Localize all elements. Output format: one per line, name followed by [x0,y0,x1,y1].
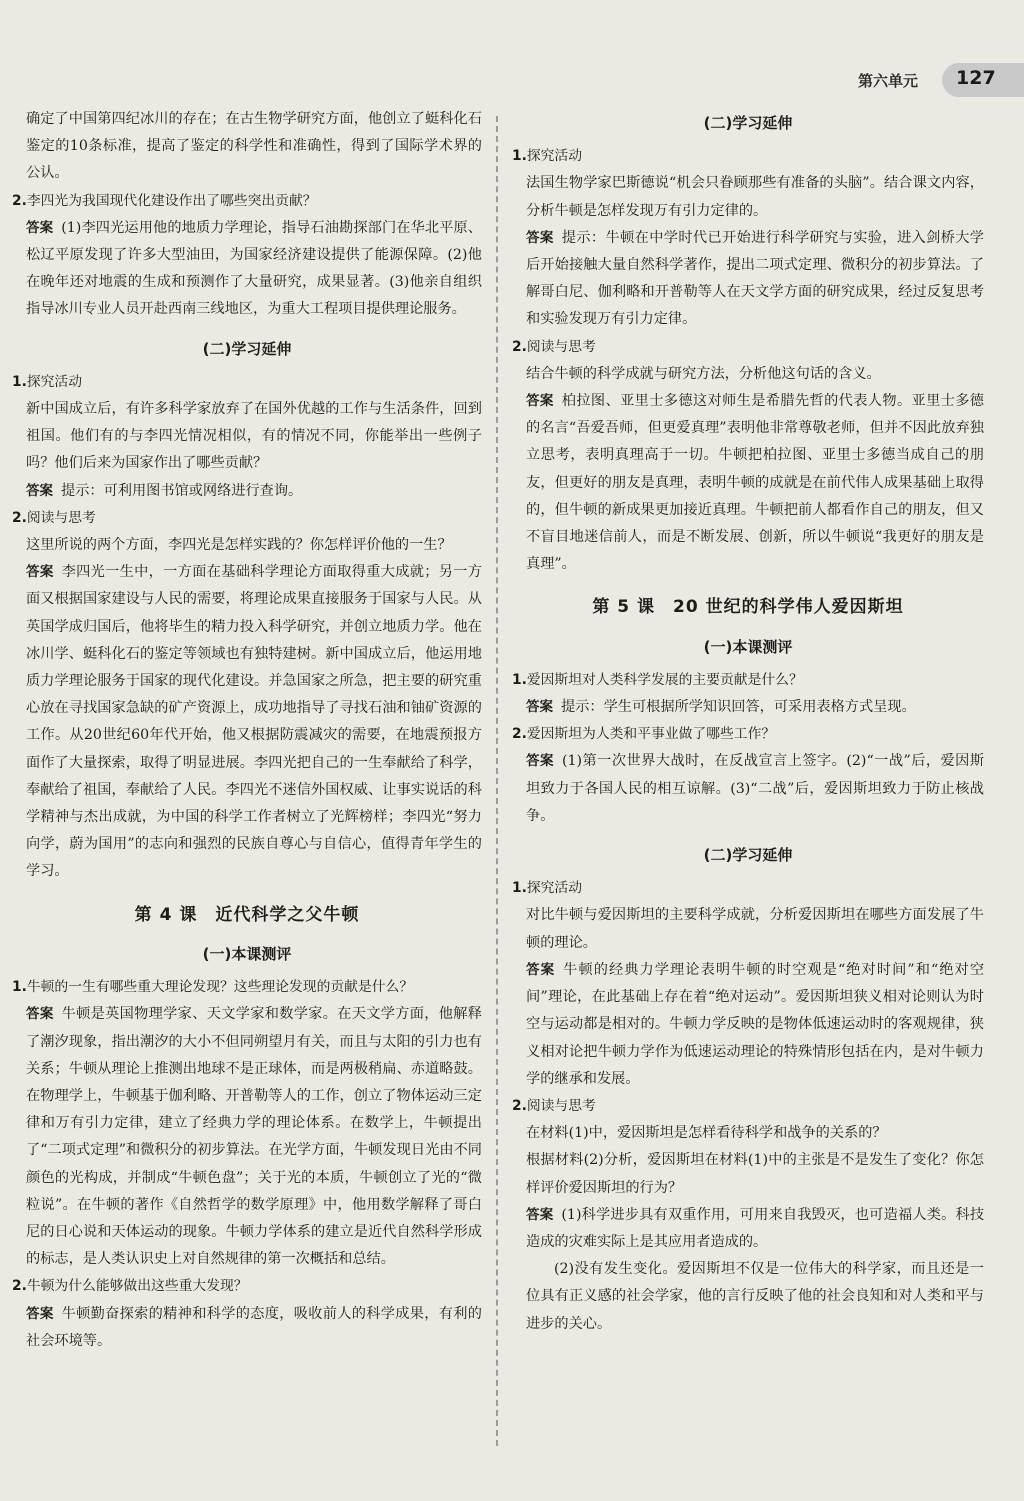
lesson-5-answer-1 [512,694,984,721]
section-heading-extension-2: (二)学习延伸 [703,846,793,865]
lesson-4-answer-1 [12,1001,482,1273]
question-number: 2. [12,1278,27,1295]
answer-label: 答案 [26,564,54,581]
question-text: 李四光为我国现代化建设作出了哪些突出贡献？ [26,192,317,209]
paragraph-continued: 确定了中国第四纪冰川的存在；在古生物学研究方面，他创立了蜓科化石鉴定的10条标准，提高了鉴定的科学性和准确性，得到了国际学术界的公认。 [26,111,482,182]
exercise-number: 1. [512,880,527,897]
answer-text: 提示：可利用图书馆或网络进行查询。 [61,482,303,499]
question-text: 牛顿的一生有哪些重大理论发现？这些理论发现的贡献是什么？ [26,979,414,996]
exercise-2-text: 结合牛顿的科学成就与研究方法，分析他这句话的含义。 [526,365,881,382]
answer-text: 牛顿勤奋探索的精神和科学的态度，吸收前人的科学成果，有利的社会环境等。 [26,1305,482,1349]
lesson-5-exercise-2-answer-1 [512,1202,984,1256]
lesson-5-exercise-2-answer-2: (2)没有发生变化。爱因斯坦不仅是一位伟大的科学家，而且还是一位具有正义感的社会学家，他的言行反映了他的社会良知和对人类和平与进步的关心。 [526,1261,984,1332]
exercise-1 [512,143,984,170]
lesson-5-exercise-1 [512,875,984,902]
exercise-2 [512,334,984,361]
section-heading-assessment: (一)本课测评 [202,944,292,963]
exercise-number: 1. [512,148,527,165]
lesson-5-exercise-2-text-2: 根据材料(2)分析，爱因斯坦在材料(1)中的主张是不是发生了变化？你怎样评价爱因斯坦的行为？ [526,1152,984,1196]
section-heading-extension: (二)学习延伸 [703,114,793,132]
exercise-number: 2. [512,338,527,355]
answer-label: 答案 [26,1006,54,1023]
answer-text: 牛顿的经典力学理论表明牛顿的时空观是“绝对时间”和“绝对空间”理论，在此基础上存在着“绝对运动”。爱因斯坦狭义相对论则认为时空与运动都是相对的。牛顿力学反映的是物体低速运动时的客观规律，狭义相对论把牛顿力学作为低速运动理论的特殊情形包括在内，是对牛顿力学的继承和发展。 [526,961,985,1087]
exercise-1 [12,369,482,396]
answer-label: 答案 [526,393,554,410]
lesson-5-answer-2 [512,748,984,830]
question-number: 1. [512,671,527,688]
exercise-title: 探究活动 [526,148,583,165]
answer-label: 答案 [526,699,553,716]
section-heading-assessment: (一)本课测评 [703,637,793,656]
answer-2 [12,215,482,324]
exercise-1-text: 法国生物学家巴斯德说“机会只眷顾那些有准备的头脑”。结合课文内容，分析牛顿是怎样发现万有引力定律的。 [526,175,984,219]
question-2 [12,188,482,215]
answer-text: 提示：学生可根据所学知识回答，可采用表格方式呈现。 [561,699,916,716]
lesson-5-title: 第 5 课 20 世纪的科学伟人爱因斯坦 [592,597,904,618]
lesson-5-question-1 [512,667,984,694]
column-divider [496,116,498,1446]
answer-text: 柏拉图、亚里士多德这对师生是希腊先哲的代表人物。亚里士多德的名言“吾爱吾师，但更爱真理”表明他非常尊敬老师，但并不因此放弃独立思考，表明真理高于一切。牛顿把柏拉图、亚里士多德当成自己的朋友，但更好的朋友是真理，表明牛顿的成就是在前代伟人成果基础上取得的，但牛顿的新成果更加接近真理。牛顿把前人都看作自己的朋友，但又不盲目地迷信前人，而是不断发展、创新，所以牛顿说“我更好的朋友是真理”。 [526,393,984,573]
exercise-number: 1. [12,373,27,390]
question-text: 牛顿为什么能够做出这些重大发现？ [26,1278,248,1295]
header-unit-label: 第六单元 [858,72,919,90]
lesson-4-answer-2 [12,1301,482,1355]
lesson-5-exercise-1-answer [512,957,984,1093]
answer-label: 答案 [26,219,54,236]
answer-label: 答案 [526,229,554,246]
exercise-1-text: 新中国成立后，有许多科学家放弃了在国外优越的工作与生活条件，回到祖国。他们有的与李四光情况相似，有的情况不同，你能举出一些例子吗？他们后来为国家作出了哪些贡献？ [26,401,482,472]
lesson-5-exercise-2 [512,1093,984,1120]
section-heading-extension: (二)学习延伸 [202,339,292,358]
answer-text: 牛顿是英国物理学家、天文学家和数学家。在天文学方面，他解释了潮汐现象，指出潮汐的大小不但同朔望月有关，而且与太阳的引力也有关系；牛顿从理论上推测出地球不是正球体，而是两极稍扁、赤道略鼓。在物理学上，牛顿基于伽利略、开普勒等人的工作，创立了物体运动三定律和万有引力定律，建立了经典力学的理论体系。在数学上，牛顿提出了“二项式定理”和微积分的初步算法。在光学方面，牛顿发现日光由不同颜色的光构成，并制成“牛顿色盘”；关于光的本质，牛顿创立了光的“微粒说”。在牛顿的著作《自然哲学的数学原理》中，他用数学解释了哥白尼的日心说和天体运动的现象。牛顿力学体系的建立是近代自然科学形成的标志，是人类认识史上对自然规律的第一次概括和总结。 [26,1006,482,1268]
question-number: 1. [12,979,27,996]
exercise-2 [12,505,482,532]
exercise-1-answer [12,478,482,505]
lesson-5-exercise-2-text-1: 在材料(1)中，爱因斯坦是怎样看待科学和战争的关系的？ [526,1125,887,1142]
page-number: 127 [956,67,996,89]
answer-text: (1)第一次世界大战时，在反战宣言上签字。(2)“一战”后，爱因斯坦致力于各国人民的相互谅解。(3)“二战”后，爱因斯坦致力于防止核战争。 [526,753,985,824]
exercise-title: 探究活动 [526,880,583,897]
question-text: 爱因斯坦对人类科学发展的主要贡献是什么？ [526,671,803,688]
exercise-title: 阅读与思考 [526,1097,596,1114]
lesson-4-title: 第 4 课 近代科学之父牛顿 [134,904,360,925]
exercise-2-answer [512,388,984,578]
answer-label: 答案 [526,961,556,978]
question-text: 爱因斯坦为人类和平事业做了哪些工作？ [526,726,776,743]
answer-text: 提示：牛顿在中学时代已开始进行科学研究与实验，进入剑桥大学后开始接触大量自然科学著作，提出二项式定理、微积分的初步算法。了解哥白尼、伽利略和开普勒等人在天文学方面的研究成果，经过反复思考和实验发现万有引力定律。 [526,229,984,328]
lesson-5-exercise-1-text: 对比牛顿与爱因斯坦的主要科学成就，分析爱因斯坦在哪些方面发展了牛顿的理论。 [526,907,984,951]
lesson-4-question-2 [12,1273,482,1300]
exercise-1-answer [512,225,984,334]
answer-text: (1)李四光运用他的地质力学理论，指导石油勘探部门在华北平原、松辽平原发现了许多大型油田，为国家经济建设提供了能源保障。(2)他在晚年还对地震的生成和预测作了大量研究，成果显著。(3)他亲自组织指导冰川专业人员开赴西南三线地区，为重大工程项目提供理论服务。 [26,219,482,318]
lesson-5-question-2 [512,721,984,748]
answer-label: 答案 [526,753,554,770]
lesson-4-question-1 [12,974,482,1001]
exercise-title: 阅读与思考 [26,509,96,526]
exercise-2-text: 这里所说的两个方面，李四光是怎样实践的？你怎样评价他的一生？ [26,537,452,554]
left-column [12,106,482,1355]
answer-label: 答案 [26,1305,54,1322]
answer-label: 答案 [26,482,53,499]
question-number: 2. [512,726,527,743]
answer-label: 答案 [526,1206,554,1223]
right-column [512,106,984,1338]
exercise-2-answer [12,559,482,885]
answer-text: (1)科学进步具有双重作用，可用来自我毁灭，也可造福人类。科技造成的灾难实际上是其应用者造成的。 [526,1206,985,1250]
question-number: 2. [12,192,27,209]
exercise-number: 2. [12,509,27,526]
exercise-title: 阅读与思考 [526,338,596,355]
exercise-number: 2. [512,1097,527,1114]
answer-text: 李四光一生中，一方面在基础科学理论方面取得重大成就；另一方面又根据国家建设与人民的需要，将理论成果直接服务于国家与人民。从英国学成归国后，他将毕生的精力投入科学研究，并创立地质力学。他在冰川学、蜓科化石的鉴定等领域也有独特建树。新中国成立后，他运用地质力学理论服务于国家的现代化建设。并急国家之所急，把主要的研究重心放在寻找国家急缺的矿产资源上，成功地指导了寻找石油和铀矿资源的工作。从20世纪60年代开始，他又根据防震减灾的需要，在地震预报方面作了大量探索，取得了明显进展。李四光把自己的一生奉献给了科学，奉献给了祖国，奉献给了人民。李四光不迷信外国权威、让事实说话的科学精神与杰出成就，为中国的科学工作者树立了光辉榜样；李四光“努力向学，蔚为国用”的志向和强烈的民族自尊心与自信心，值得青年学生的学习。 [26,564,482,880]
exercise-title: 探究活动 [26,373,83,390]
